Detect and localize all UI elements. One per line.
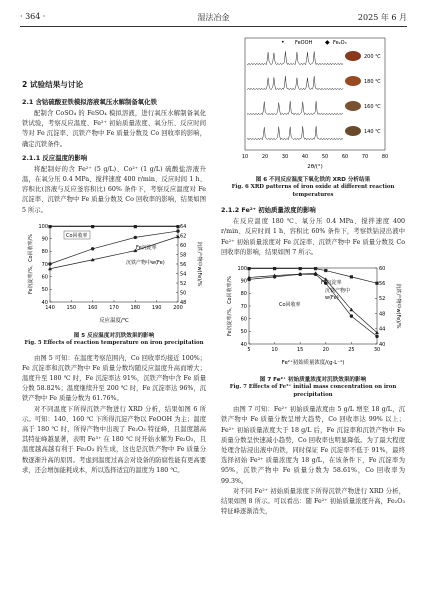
x-tick-label: 140	[45, 304, 55, 311]
x-axis-label: 2θ/(°)	[307, 164, 323, 170]
x-tick-label: 20	[261, 154, 269, 160]
temp-label-200: 200 ℃	[364, 54, 381, 60]
data-point	[48, 225, 51, 228]
x-tick-label: 190	[151, 304, 162, 311]
y-tick-label-left: 70	[240, 303, 247, 310]
y-tick-label-right: 60	[379, 265, 386, 272]
figure-7	[221, 262, 405, 399]
figure-7-caption-cn: 图 7 Fe²⁺ 初始质量浓度对沉铁效果的影响	[259, 377, 367, 384]
subsection-heading: 2.1 含钴硫酸亚铁模拟溶液氧压水解制备氧化铁	[22, 98, 157, 106]
x-axis-label: Fe²⁺初始质量浓度/(g·L⁻¹)	[281, 360, 345, 367]
data-point	[91, 225, 94, 228]
x-tick-label: 70	[361, 154, 369, 160]
y-tick-label-left: 80	[240, 291, 247, 298]
temp-label-160: 160 ℃	[364, 104, 381, 110]
y-tick-label-right: 58	[180, 252, 187, 259]
section-heading: 2 试验结果与讨论	[22, 80, 84, 89]
x-tick-label: 5	[247, 347, 251, 354]
x-tick-label: 40	[301, 154, 309, 160]
x-tick-label: 150	[66, 304, 77, 311]
x-tick-label: 30	[281, 154, 289, 160]
figure-5-caption-en: Fig. 5 Effects of reaction temperature on iron precipitation	[24, 340, 204, 347]
x-tick-label: 30	[373, 347, 381, 354]
xrd-pattern	[247, 76, 343, 90]
subsubsection-heading: 2.1.1 反应温度的影响	[22, 153, 88, 162]
data-point	[350, 275, 353, 278]
y-axis-label-right: 沉铁产物中w(Fe)/%	[395, 283, 401, 329]
figure-7-caption-en: Fig. 7 Effects of Fe²⁺ initial mass concentration on iron precipitation	[229, 384, 397, 398]
y-axis-label-left: Fe沉淀率/%，Co回收率/%	[227, 275, 233, 337]
x-tick-label: 180	[130, 304, 141, 311]
header-rule	[20, 26, 407, 27]
y-tick-label-right: 48	[180, 299, 187, 306]
temp-label-140: 140 ℃	[364, 129, 381, 135]
page-number: · 364 ·	[20, 12, 46, 21]
x-tick-label: 25	[348, 347, 355, 354]
data-point	[176, 225, 179, 228]
series-line-1	[249, 274, 377, 336]
svg-text:◆: ◆	[325, 39, 330, 46]
y-tick-label-left: 90	[41, 236, 48, 243]
left-column	[22, 34, 206, 476]
co-series-label: Co回收率	[279, 302, 301, 309]
y-tick-label-left: 60	[41, 274, 48, 281]
paragraph: 由图 5 可知：在温度考察范围内，Co 回收率均接近 100%；Fe 沉淀率和沉铁产物中 Fe 质量分数均随反应温度升高而增大；温度升至 180 ℃ 时，Fe 沉淀率达 91%，沉铁产物中含 Fe 质量分数 58.82%；温度继续升至 200 ℃ 时，Fe 沉淀率达 96%，沉铁产物中 Fe 质量分数为 61.76%。	[22, 354, 206, 403]
y-tick-label-right: 48	[379, 311, 386, 318]
xrd-pattern	[247, 51, 343, 64]
xrd-pattern	[247, 101, 343, 115]
plot-frame	[249, 268, 377, 344]
y-axis-label-right: 沉铁产物中w(Fe)/%	[196, 241, 202, 287]
y-tick-label-right: 56	[180, 261, 187, 268]
page-header	[20, 12, 407, 26]
y-tick-label-right: 60	[180, 242, 187, 249]
data-point	[247, 267, 250, 270]
series-line-2	[249, 273, 377, 332]
y-tick-label-right: 50	[180, 290, 187, 297]
figure-6-caption-cn: 图 6 不同反应温度下氧化铁的 XRD 分析结果	[255, 177, 371, 184]
x-tick-label: 10	[271, 347, 278, 354]
y-tick-label-right: 40	[379, 341, 386, 348]
y-tick-label-right: 52	[379, 296, 386, 303]
issue-date: 2025 年 6 月	[357, 13, 407, 22]
data-point	[273, 267, 276, 270]
data-point	[350, 314, 353, 317]
y-tick-label-left: 80	[41, 248, 48, 255]
figure-5-chart	[22, 220, 206, 328]
y-tick-label-left: 40	[41, 299, 48, 306]
fe-series-label: Fe沉淀率	[136, 244, 157, 251]
data-point	[48, 262, 51, 265]
sample-photo-160	[345, 101, 361, 111]
sample-photo-180	[345, 76, 361, 86]
paragraph: 配制含 CoSO₄ 的 FeSO₄ 模拟溶液，进行氧压水解制备氧化铁试验，考察反应温度、Fe²⁺ 初始质量浓度、氧分压、反应时间等对 Fe 沉淀率、沉铁产物中 Fe 质量分数及 Co 回收率的影响，确定沉铁条件。	[22, 110, 206, 148]
y-tick-label-left: 100	[38, 223, 48, 230]
right-column	[221, 34, 405, 517]
x-axis-label: 反应温度/℃	[99, 317, 129, 324]
figure-6	[221, 34, 405, 199]
figure-5-caption-cn: 图 5 反应温度对沉铁效果的影响	[73, 333, 155, 340]
co-series-label: Co回收率	[66, 232, 88, 239]
x-tick-label: 50	[321, 154, 329, 160]
sample-photo-140	[345, 126, 361, 136]
x-tick-label: 10	[241, 154, 249, 160]
journal-name: 湿法冶金	[197, 13, 230, 22]
data-point	[91, 247, 94, 250]
sample-photo-200	[345, 51, 361, 61]
y-tick-label-left: 90	[240, 278, 247, 285]
y-tick-label-left: 50	[240, 329, 247, 336]
w-series-label: 沉铁产物中w(Fe)	[126, 259, 165, 266]
y-tick-label-right: 62	[180, 233, 187, 240]
y-axis-label-left: Fe沉淀率/%，Co回收率/%	[28, 233, 34, 294]
figure-7-chart	[221, 262, 405, 372]
y-tick-label-left: 60	[240, 316, 247, 323]
y-tick-label-left: 40	[240, 341, 247, 348]
x-tick-label: 60	[341, 154, 349, 160]
y-tick-label-left: 70	[41, 261, 48, 268]
svg-text:•: •	[281, 39, 285, 46]
x-tick-label: 170	[109, 304, 119, 311]
w-series-label-2: w(Fe)	[325, 295, 339, 302]
legend-feooh: FeOOH	[295, 40, 313, 46]
y-tick-label-left: 50	[41, 286, 48, 293]
fe-series-label: Fe沉淀率	[321, 280, 342, 287]
y-tick-label-right: 44	[379, 326, 386, 333]
subsubsection-heading: 2.1.2 Fe²⁺ 初始质量浓度的影响	[221, 206, 316, 215]
legend-fe2o3: Fe₂O₃	[333, 40, 347, 46]
data-point	[314, 267, 317, 270]
x-tick-label: 80	[381, 154, 389, 160]
figure-6-chart	[221, 34, 405, 172]
paragraph: 在反应温度 180 ℃、氧分压 0.4 MPa、搅拌速度 400 r/min、反应时间 1 h、容积比 60% 条件下，考察铁钴浸出液中 Fe²⁺ 初始质量浓度对 Fe 沉淀率、沉铁产物中 Fe 质量分数及 Co 回收率的影响，结果如图 7 所示。	[221, 218, 405, 256]
y-tick-label-right: 52	[180, 280, 187, 287]
data-point	[375, 282, 378, 285]
figure-5	[22, 220, 206, 348]
figure-6-caption-en: Fig. 6 XRD patterns of iron oxide at different reaction temperatures	[231, 184, 395, 198]
paragraph: 将配制好的含 Fe²⁺ (5 g/L)、Co²⁺ (1 g/L) 硫酸盐溶液升温，在氧分压 0.4 MPa、搅拌速度 400 r/min、反应时间 1 h、容积比(溶液与反应釜容积比) 60% 条件下，考察反应温度对 Fe 沉淀率、沉铁产物中 Fe 质量分数及 Co 回收率的影响，结果如图 5 所示。	[22, 165, 206, 214]
xrd-pattern	[247, 126, 343, 140]
y-tick-label-right: 56	[379, 281, 386, 288]
data-point	[176, 229, 179, 232]
paragraph: 对不同 Fe²⁺ 初始质量浓度下所得沉铁产物进行 XRD 分析，结果如图 8 所示。可以看出：随 Fe²⁺ 初始质量浓度升高，Fe₂O₃ 特征峰逐渐消失，	[221, 487, 405, 516]
paragraph: 由图 7 可知：Fe²⁺ 初始质量浓度由 5 g/L 增至 18 g/L，沉铁产物中 Fe 质量分数呈增大趋势，Co 回收率达 99% 以上；Fe²⁺ 初始质量浓度大于 18 g/L 后，Fe 沉淀率和沉铁产物中 Fe 质量分数呈快速减小趋势，Co 回收率也明显降低。为了最大程度处理含钴浸出液中的铁，同时保证 Fe 沉淀率不低于 91%，最终选择初始 Fe²⁺ 质量浓度为 18 g/L，在该条件下，Fe 沉淀率为 95%，沉铁产物中 Fe 质量分数为 58.61%，Co 回收率为 99.3%。	[221, 406, 405, 485]
paragraph: 对不同温度下所得沉铁产物进行 XRD 分析，结果如图 6 所示。可知：140、160 ℃ 下所得沉淀产物以 FeOOH 为主；温度高于 180 ℃ 时，所得产物中出现了 Fe₂O₃ 特征峰，且温度越高其特征峰越显著，表明 Fe³⁺ 在 180 ℃ 时开始水解为 Fe₂O₃，且温度越高越有利于 Fe₂O₃ 的生成，这也是沉铁产物中 Fe 质量分数逐渐升高的原因。考虑到温度过高会对设备的防腐性能有更高要求，还会增加能耗成本，所以选择适宜的温度为 180 ℃。	[22, 405, 206, 474]
data-point	[134, 225, 137, 228]
x-tick-label: 200	[173, 304, 183, 311]
data-point	[134, 236, 137, 239]
x-tick-label: 15	[297, 347, 304, 354]
y-tick-label-right: 54	[180, 271, 187, 278]
data-point	[299, 267, 302, 270]
temp-label-180: 180 ℃	[364, 79, 381, 85]
x-tick-label: 160	[87, 304, 98, 311]
data-point	[324, 269, 327, 272]
y-tick-label-right: 64	[180, 223, 187, 230]
y-tick-label-left: 100	[237, 265, 247, 272]
w-series-label-1: 沉铁产物中	[325, 288, 351, 295]
x-tick-label: 20	[322, 347, 329, 354]
data-point	[375, 335, 378, 338]
